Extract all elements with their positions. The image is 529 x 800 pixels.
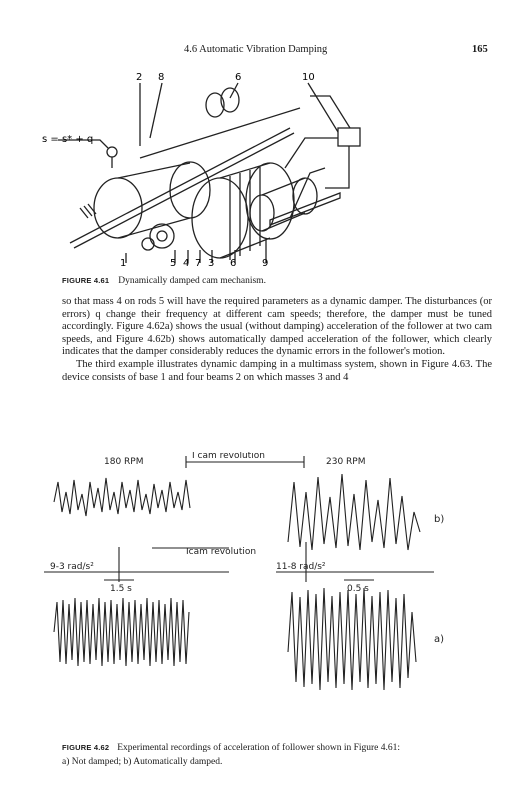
cam-body [94, 178, 142, 238]
figure-461-caption-text: Dynamically damped cam mechanism. [118, 276, 266, 286]
trace-label-b: b) [434, 514, 445, 525]
trace-b-right [288, 474, 420, 550]
page-number: 165 [472, 44, 488, 55]
label-2: 2 [136, 72, 143, 83]
acceleration-recordings [44, 452, 484, 712]
label-input-s: s = s* + q [42, 134, 94, 145]
cam-revolution-top-label: I cam revolution [192, 452, 265, 461]
rpm-right-label: 230 RPM [326, 457, 366, 467]
figure-461-caption [62, 270, 266, 288]
label-6: 6 [235, 72, 242, 83]
label-6b: 6 [230, 258, 237, 268]
label-10: 10 [302, 72, 315, 83]
time-right-label: 0.5 s [347, 584, 369, 594]
body-paragraph-2: The third example illustrates dynamic damping in a multimass system, shown in Figure 4.63. The device consists of base 1 and four beams 2 on which masses 3 and 4 [62, 358, 492, 383]
label-1: 1 [120, 258, 127, 268]
body-paragraph-1: so that mass 4 on rods 5 will have the required parameters as a dynamic damper. The disturbances (or errors) q change their frequency at different cam speeds; therefore, the damper must be tuned accordingly. Figure 4.62a) shows the usual (without damping) acceleration of the follower at two cam speeds, and Figure 4.62b) shows automatically damped acceleration of the follower, which clearly indicates that the damper considerably reduces the dynamic errors in the follower's motion. [62, 296, 492, 358]
figure-462-caption [62, 737, 492, 767]
accel-left-label: 9-3 rad/s² [50, 562, 94, 572]
cam-revolution-mid-label: Icam revolution [186, 547, 257, 557]
figure-462-caption-line1: Experimental recordings of acceleration of follower shown in Figure 4.61: [117, 743, 401, 753]
cam-mechanism-drawing [40, 68, 440, 268]
running-header: 4.6 Automatic Vibration Damping [184, 44, 328, 55]
trace-a-right [288, 588, 416, 690]
figure-461-caption-label: FIGURE 4.61 [62, 276, 110, 285]
label-3: 3 [208, 258, 215, 268]
accel-right-label: 11-8 rad/s² [276, 562, 326, 572]
label-7: 7 [195, 258, 202, 268]
trace-label-a: a) [434, 634, 445, 645]
body-text [62, 296, 492, 384]
rpm-left-label: 180 RPM [104, 457, 144, 467]
base-plate [270, 193, 340, 225]
trace-a-left [54, 598, 189, 666]
control-box [338, 128, 360, 146]
label-8: 8 [158, 72, 165, 83]
time-left-label: 1.5 s [110, 584, 132, 594]
trace-b-left [54, 478, 190, 516]
label-5: 5 [170, 258, 177, 268]
label-9: 9 [262, 258, 269, 268]
figure-462-caption-line2: a) Not damped; b) Automatically damped. [62, 757, 223, 767]
label-4: 4 [183, 258, 190, 268]
figure-462-caption-label: FIGURE 4.62 [62, 743, 110, 752]
